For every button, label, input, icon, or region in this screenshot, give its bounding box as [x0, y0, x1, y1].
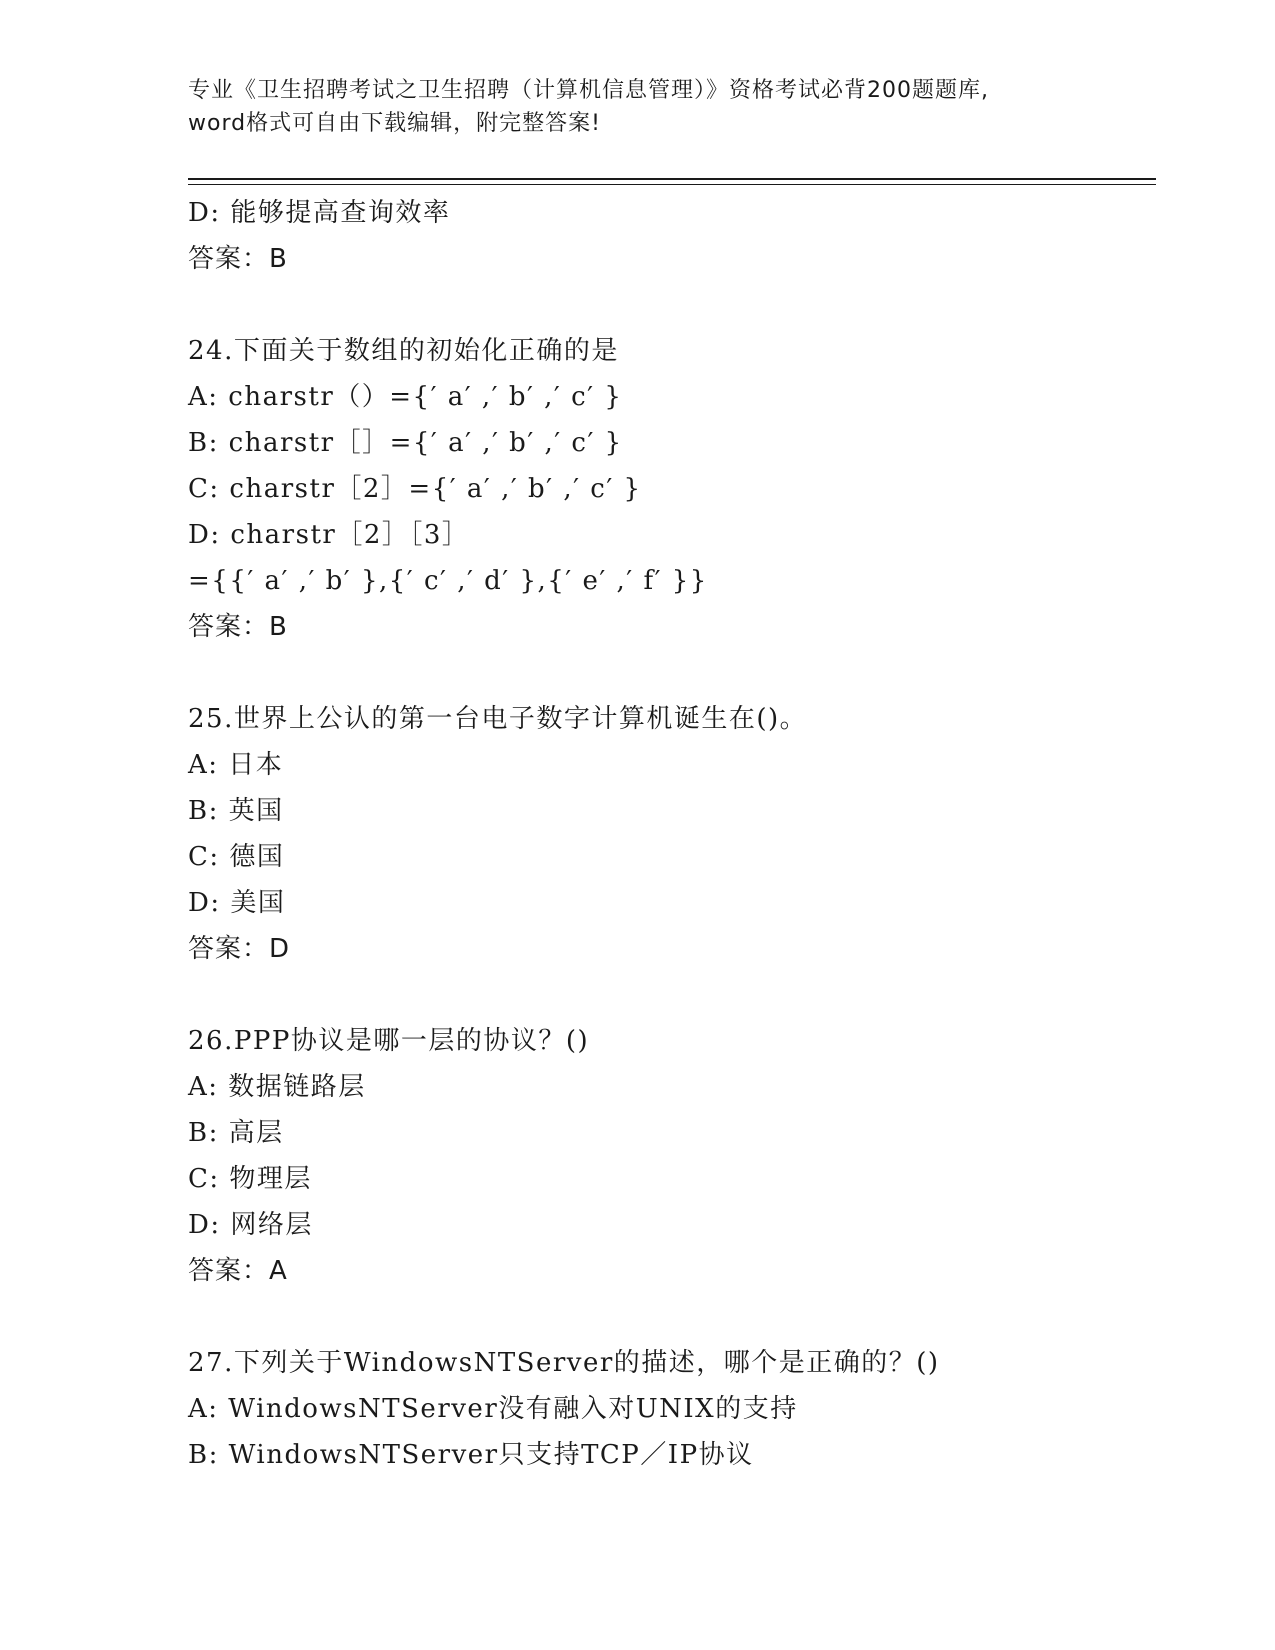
- option-b: B: 高层: [188, 1118, 284, 1148]
- option-b: B: 英国: [188, 796, 284, 826]
- option-c: C: 德国: [188, 842, 285, 872]
- question-25: [188, 696, 1148, 972]
- question-stem: 26.PPP协议是哪一层的协议？(): [188, 1026, 590, 1056]
- question-stem: 27.下列关于WindowsNTServer的描述，哪个是正确的？(): [188, 1348, 940, 1378]
- header-line-2: word格式可自由下载编辑，附完整答案!: [188, 111, 601, 136]
- question-24: [188, 328, 1148, 650]
- option-d: D: charstr［2］［3］: [188, 520, 470, 550]
- spacer: [188, 282, 1148, 328]
- question-27: [188, 1340, 1148, 1478]
- header-divider-thin: [188, 184, 1156, 185]
- option-d: D: 网络层: [188, 1210, 313, 1240]
- option-d: D: 能够提高查询效率: [188, 198, 451, 228]
- option-d-continued: ={{′ a′ ,′ b′ },{′ c′ ,′ d′ },{′ e′ ,′ f′ }}: [188, 566, 708, 596]
- document-header: [188, 74, 1088, 140]
- option-c: C: 物理层: [188, 1164, 312, 1194]
- option-c: C: charstr［2］={′ a′ ,′ b′ ,′ c′ }: [188, 474, 642, 504]
- option-a: A: charstr（）={′ a′ ,′ b′ ,′ c′ }: [188, 382, 623, 412]
- answer-line: 答案：A: [188, 1256, 288, 1286]
- question-26: [188, 1018, 1148, 1294]
- option-b: B: WindowsNTServer只支持TCP／IP协议: [188, 1440, 754, 1470]
- answer-line: 答案：D: [188, 934, 291, 964]
- question-stem: 24.下面关于数组的初始化正确的是: [188, 336, 619, 366]
- option-a: A: 数据链路层: [188, 1072, 366, 1102]
- option-b: B: charstr［］={′ a′ ,′ b′ ,′ c′ }: [188, 428, 623, 458]
- spacer: [188, 1294, 1148, 1340]
- answer-line: 答案：B: [188, 612, 288, 642]
- spacer: [188, 972, 1148, 1018]
- header-divider-thick: [188, 178, 1156, 180]
- spacer: [188, 650, 1148, 696]
- question-stem: 25.世界上公认的第一台电子数字计算机诞生在()。: [188, 704, 808, 734]
- option-d: D: 美国: [188, 888, 286, 918]
- option-a: A: WindowsNTServer没有融入对UNIX的支持: [188, 1394, 798, 1424]
- option-a: A: 日本: [188, 750, 284, 780]
- previous-question-fragment: [188, 190, 1148, 282]
- question-content: [188, 190, 1148, 1478]
- header-line-1: 专业《卫生招聘考试之卫生招聘（计算机信息管理）》资格考试必背200题题库,: [188, 78, 989, 103]
- answer-line: 答案：B: [188, 244, 288, 274]
